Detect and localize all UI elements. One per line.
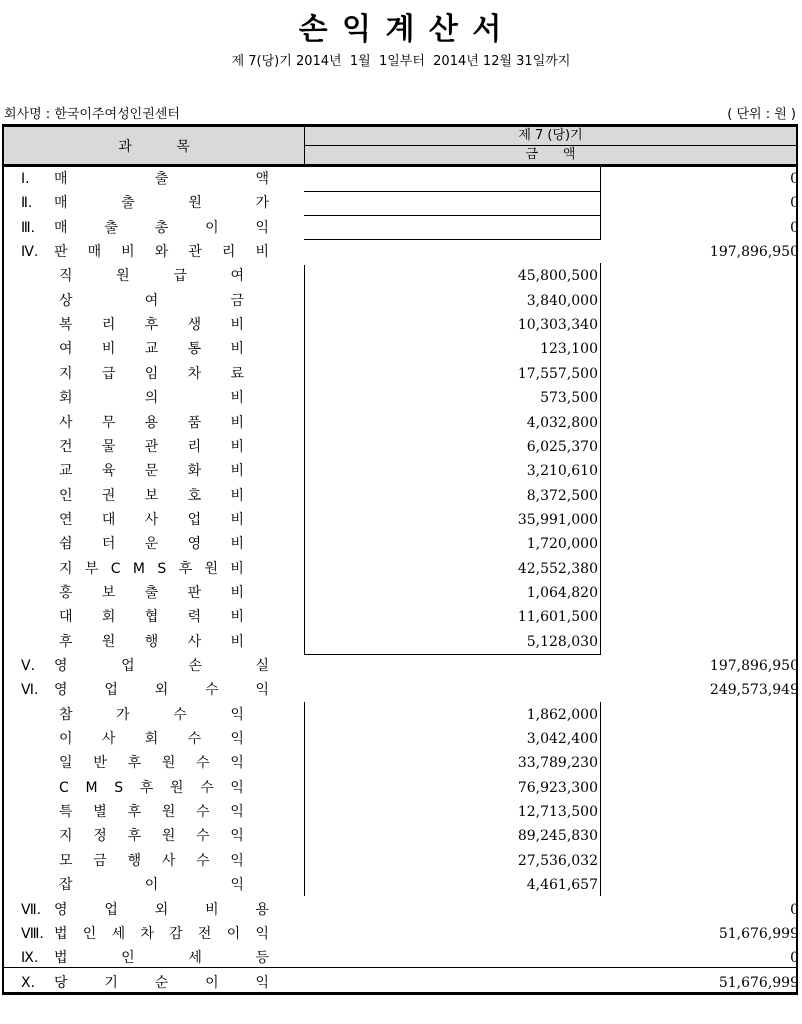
account-label <box>59 632 244 652</box>
roman-numeral: Ⅰ. <box>21 171 30 187</box>
account-label <box>4 680 269 700</box>
detail-amount: 33,789,230 <box>517 755 598 772</box>
account-label <box>59 388 244 408</box>
account-label <box>59 875 244 895</box>
account-name: C M S 후 원 수 익 <box>59 779 244 796</box>
detail-amount: 35,991,000 <box>517 511 598 528</box>
sub-account-row <box>4 824 796 848</box>
account-label <box>4 924 269 944</box>
account-name: 잡 이 익 <box>59 877 244 894</box>
main-account-row <box>4 898 799 922</box>
detail-amount: 3,210,610 <box>526 463 598 480</box>
main-account-row <box>4 922 799 946</box>
main-account-row <box>4 216 799 240</box>
account-name: 영 업 외 비 용 <box>54 901 269 918</box>
account-label <box>4 218 269 238</box>
sub-account-row <box>4 313 796 337</box>
sub-account-row <box>4 873 796 897</box>
account-label <box>59 510 244 530</box>
roman-numeral: Ⅶ. <box>21 901 42 918</box>
account-name: 교 육 문 화 비 <box>59 463 244 480</box>
sub-account-row <box>4 264 796 288</box>
main-account-row <box>4 971 799 995</box>
main-account-row <box>4 946 799 970</box>
account-name: 영 업 손 실 <box>54 658 269 674</box>
main-account-row <box>4 654 799 678</box>
detail-amount: 1,862,000 <box>526 706 598 723</box>
table-header <box>2 124 798 167</box>
account-name: 지 부 C M S 후 원 비 <box>59 560 244 577</box>
total-amount: 249,573,949 <box>709 682 799 699</box>
account-label <box>59 753 244 773</box>
account-name: 후 원 행 사 비 <box>59 633 244 650</box>
account-label <box>59 339 244 359</box>
detail-amount: 17,557,500 <box>517 365 598 382</box>
account-label <box>59 583 244 603</box>
sub-account-row <box>4 411 796 435</box>
total-amount: 197,896,950 <box>709 244 799 261</box>
account-label <box>59 534 244 554</box>
detail-amount: 76,923,300 <box>517 779 598 796</box>
account-name: 사 무 용 품 비 <box>59 414 244 431</box>
account-name: 지 급 임 차 료 <box>59 365 244 382</box>
account-name: 참 가 수 익 <box>59 706 244 723</box>
main-account-row <box>4 167 799 191</box>
account-name: 판 매 비 와 관 리 비 <box>54 244 269 261</box>
account-name: 매 출 액 <box>54 171 269 187</box>
account-name: 이 사 회 수 익 <box>59 731 244 748</box>
sub-account-row <box>4 386 796 410</box>
account-label <box>59 826 244 846</box>
total-amount: 0 <box>790 950 799 967</box>
sub-account-row <box>4 484 796 508</box>
account-label <box>59 266 244 286</box>
roman-numeral: Ⅱ. <box>21 195 33 212</box>
account-label <box>59 486 244 506</box>
account-label <box>59 607 244 627</box>
sub-account-row <box>4 751 796 775</box>
roman-numeral: Ⅴ. <box>21 658 36 674</box>
account-name: 모 금 행 사 수 익 <box>59 852 244 869</box>
account-name: 인 권 보 호 비 <box>59 487 244 504</box>
account-name: 복 리 후 생 비 <box>59 317 244 334</box>
account-label <box>59 851 244 871</box>
sub-account-row <box>4 630 796 654</box>
roman-numeral: Ⅳ. <box>21 244 39 261</box>
account-label <box>59 413 244 433</box>
detail-amount: 3,042,400 <box>526 731 598 748</box>
account-label <box>59 291 244 311</box>
detail-amount: 89,245,830 <box>517 828 598 845</box>
total-amount: 0 <box>790 171 799 187</box>
detail-amount: 4,461,657 <box>526 877 598 894</box>
header-amount: 금 액 <box>525 147 576 162</box>
account-name: 당 기 순 이 익 <box>54 974 269 991</box>
detail-amount: 1,720,000 <box>526 536 598 553</box>
sub-account-row <box>4 435 796 459</box>
detail-amount: 573,500 <box>540 390 598 407</box>
roman-numeral: Ⅲ. <box>21 219 36 236</box>
detail-amount: 10,303,340 <box>517 317 598 334</box>
account-label <box>59 461 244 481</box>
account-label <box>4 900 269 920</box>
detail-amount: 4,032,800 <box>526 414 598 431</box>
sub-account-row <box>4 605 796 629</box>
total-amount: 197,896,950 <box>709 658 799 674</box>
roman-numeral: Ⅹ. <box>21 974 36 991</box>
account-name: 특 별 후 원 수 익 <box>59 804 244 821</box>
total-amount: 51,676,999 <box>718 974 799 991</box>
detail-amount: 42,552,380 <box>517 560 598 577</box>
account-name: 영 업 외 수 익 <box>54 682 269 699</box>
account-name: 연 대 사 업 비 <box>59 511 244 528</box>
account-name: 법 인 세 차 감 전 이 익 <box>54 925 269 942</box>
detail-amount: 8,372,500 <box>526 487 598 504</box>
account-label <box>4 948 269 968</box>
account-label <box>4 242 269 262</box>
income-statement-table <box>2 167 798 995</box>
account-label <box>4 973 269 993</box>
currency-unit: ( 단위 : 원 ) <box>727 107 796 122</box>
detail-amount: 12,713,500 <box>517 804 598 821</box>
account-name: 지 정 후 원 수 익 <box>59 828 244 845</box>
roman-numeral: Ⅵ. <box>21 682 39 699</box>
main-account-row <box>4 678 799 702</box>
account-label <box>59 705 244 725</box>
sub-account-row <box>4 703 796 727</box>
roman-numeral: Ⅷ. <box>21 925 44 942</box>
header-account-title: 과 목 <box>4 127 305 164</box>
detail-amount: 11,601,500 <box>517 609 598 626</box>
account-name: 법 인 세 등 <box>54 950 269 967</box>
total-amount: 0 <box>790 219 799 236</box>
account-label <box>59 778 244 798</box>
account-name: 대 회 협 력 비 <box>59 609 244 626</box>
account-name: 홍 보 출 판 비 <box>59 584 244 601</box>
account-name: 회 의 비 <box>59 390 244 407</box>
detail-amount: 1,064,820 <box>526 584 598 601</box>
detail-amount: 27,536,032 <box>517 852 598 869</box>
account-label <box>59 559 244 579</box>
roman-numeral: Ⅸ. <box>21 950 39 967</box>
account-label <box>4 169 269 189</box>
account-name: 여 비 교 통 비 <box>59 341 244 358</box>
sub-account-row <box>4 849 796 873</box>
sub-account-row <box>4 557 796 581</box>
sub-account-row <box>4 289 796 313</box>
sub-account-row <box>4 581 796 605</box>
account-label <box>59 802 244 822</box>
account-name: 매 출 총 이 익 <box>54 219 269 236</box>
detail-amount: 45,800,500 <box>517 268 598 285</box>
account-label <box>59 315 244 335</box>
sub-account-row <box>4 776 796 800</box>
detail-amount: 6,025,370 <box>526 438 598 455</box>
main-account-row <box>4 240 799 264</box>
sub-account-row <box>4 727 796 751</box>
detail-amount: 5,128,030 <box>526 633 598 650</box>
header-fiscal-term: 제 7 (당)기 <box>305 127 796 146</box>
account-label <box>4 193 269 213</box>
account-label <box>59 437 244 457</box>
account-name: 직 원 급 여 <box>59 268 244 285</box>
total-amount: 0 <box>790 901 799 918</box>
detail-amount: 3,840,000 <box>526 292 598 309</box>
account-name: 일 반 후 원 수 익 <box>59 755 244 772</box>
detail-amount: 123,100 <box>540 341 598 358</box>
account-label <box>4 656 269 676</box>
sub-account-row <box>4 337 796 361</box>
account-label <box>59 729 244 749</box>
sub-account-row <box>4 532 796 556</box>
account-name: 매 출 원 가 <box>54 195 269 212</box>
total-amount: 51,676,999 <box>718 925 799 942</box>
sub-account-row <box>4 362 796 386</box>
sub-account-row <box>4 459 796 483</box>
fiscal-period: 제 7(당)기 2014년 1월 1일부터 2014년 12월 31일까지 <box>231 54 571 69</box>
account-label <box>59 364 244 384</box>
document-title: 손 익 계 산 서 <box>298 12 504 47</box>
sub-account-row <box>4 800 796 824</box>
account-name: 쉼 터 운 영 비 <box>59 536 244 553</box>
main-account-row <box>4 191 799 215</box>
account-name: 상 여 금 <box>59 292 244 309</box>
total-amount: 0 <box>790 195 799 212</box>
company-name: 회사명 : 한국이주여성인권센터 <box>4 107 180 122</box>
sub-account-row <box>4 508 796 532</box>
account-name: 건 물 관 리 비 <box>59 438 244 455</box>
